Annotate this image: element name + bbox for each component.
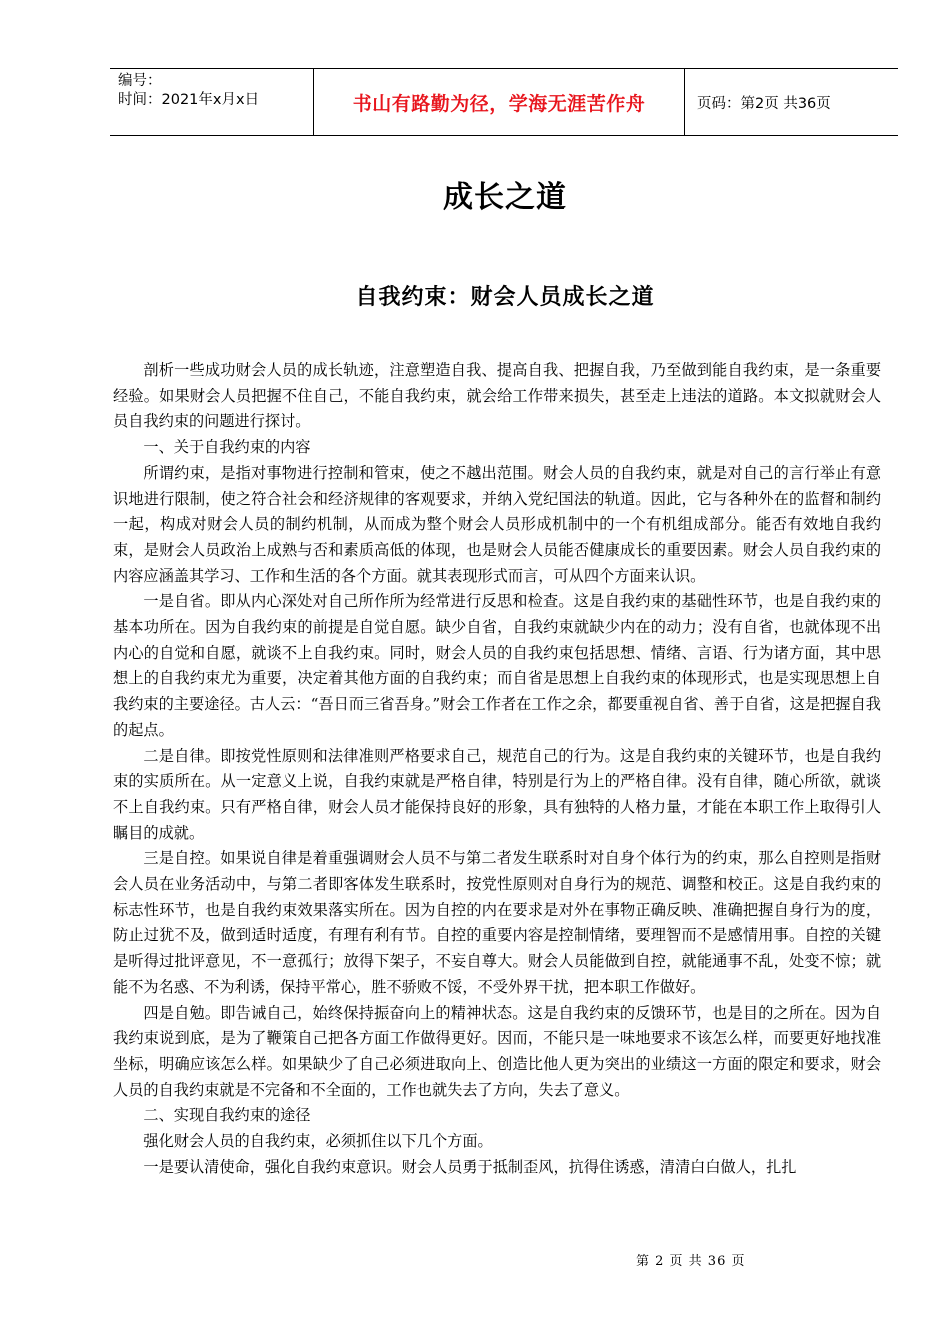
paragraph: 三是自控。如果说自律是着重强调财会人员不与第二者发生联系时对自身个体行为的约束，那么自控则是指财会人员在业务活动中，与第二者即客体发生联系时，按党性原则对自身行为的规范、调整和校正。这是自我约束的标志性环节，也是自我约束效果落实所在。因为自控的内在要求是对外在事物正确反映、准确把握自身行为的度，防止过犹不及，做到适时适度，有理有利有节。自控的重要内容是控制情绪，要理智而不是感情用事。自控的关键是听得过批评意见，不一意孤行；放得下架子，不妄自尊大。财会人员能做到自控，就能通事不乱，处变不惊；就能不为名惑、不为利诱，保持平常心，胜不骄败不馁，不受外界干扰，把本职工作做好。	[113, 849, 881, 996]
section-heading: 一、关于自我约束的内容	[143, 438, 311, 457]
number-label: 编号：	[118, 73, 162, 89]
page-info: 页码：第2页 共36页	[697, 95, 831, 112]
paragraph: 强化财会人员的自我约束，必须抓住以下几个方面。	[143, 1132, 493, 1151]
document-title: 成长之道	[443, 180, 567, 215]
time-label: 时间：2021年x月x日	[118, 92, 260, 108]
document-header	[110, 68, 898, 136]
paragraph: 剖析一些成功财会人员的成长轨迹，注意塑造自我、提高自我、把握自我，乃至做到能自我约束，是一条重要经验。如果财会人员把握不住自己，不能自我约束，就会给工作带来损失，甚至走上违法的道路。本文拟就财会人员自我约束的问题进行探讨。	[113, 361, 881, 431]
paragraph: 一是要认清使命，强化自我约束意识。财会人员勇于抵制歪风，抗得住诱惑，清清白白做人，扎扎	[143, 1157, 797, 1176]
paragraph: 二是自律。即按党性原则和法律准则严格要求自己，规范自己的行为。这是自我约束的关键环节，也是自我约束的实质所在。从一定意义上说，自我约束就是严格自律，特别是行为上的严格自律。没有自律，随心所欲，就谈不上自我约束。只有严格自律，财会人员才能保持良好的形象，具有独特的人格力量，才能在本职工作上取得引人瞩目的成就。	[113, 746, 881, 842]
paragraph: 所谓约束，是指对事物进行控制和管束，使之不越出范围。财会人员的自我约束，就是对自己的言行举止有意识地进行限制，使之符合社会和经济规律的客观要求，并纳入党纪国法的轨道。因此，它与各种外在的监督和制约一起，构成对财会人员的制约机制，从而成为整个财会人员形成机制中的一个有机组成部分。能否有效地自我约束，是财会人员政治上成熟与否和素质高低的体现，也是财会人员能否健康成长的重要因素。财会人员自我约束的内容应涵盖其学习、工作和生活的各个方面。就其表现形式而言，可从四个方面来认识。	[113, 463, 881, 585]
section-heading: 二、实现自我约束的途径	[143, 1106, 311, 1125]
motto-text: 书山有路勤为径，学海无涯苦作舟	[352, 92, 646, 115]
header-meta-cell	[110, 69, 313, 135]
document-subtitle: 自我约束：财会人员成长之道	[355, 285, 655, 310]
header-page-cell	[685, 69, 898, 135]
header-motto-cell	[313, 69, 685, 135]
paragraph: 四是自勉。即告诫自己，始终保持振奋向上的精神状态。这是自我约束的反馈环节，也是目的之所在。因为自我约束说到底，是为了鞭策自己把各方面工作做得更好。因而，不能只是一味地要求不该怎么样，而要更好地找准坐标，明确应该怎么样。如果缺少了自己必须进取向上、创造比他人更为突出的业绩这一方面的限定和要求，财会人员的自我约束就是不完备和不全面的，工作也就失去了方向，失去了意义。	[113, 1003, 881, 1099]
paragraph: 一是自省。即从内心深处对自己所作所为经常进行反思和检查。这是自我约束的基础性环节，也是自我约束的基本功所在。因为自我约束的前提是自觉自愿。缺少自省，自我约束就缺少内在的动力；没有自省，也就体现不出内心的自觉和自愿，就谈不上自我约束。同时，财会人员的自我约束包括思想、情绪、言语、行为诸方面，其中思想上的自我约束尤为重要，决定着其他方面的自我约束；而自省是思想上自我约束的体现形式，也是实现思想上自我约束的主要途径。古人云：“吾日而三省吾身。”财会工作者在工作之余，都要重视自省、善于自省，这是把握自我的起点。	[113, 592, 881, 739]
body-text	[113, 358, 881, 1181]
page-footer: 第 2 页 共 36 页	[636, 1254, 746, 1269]
